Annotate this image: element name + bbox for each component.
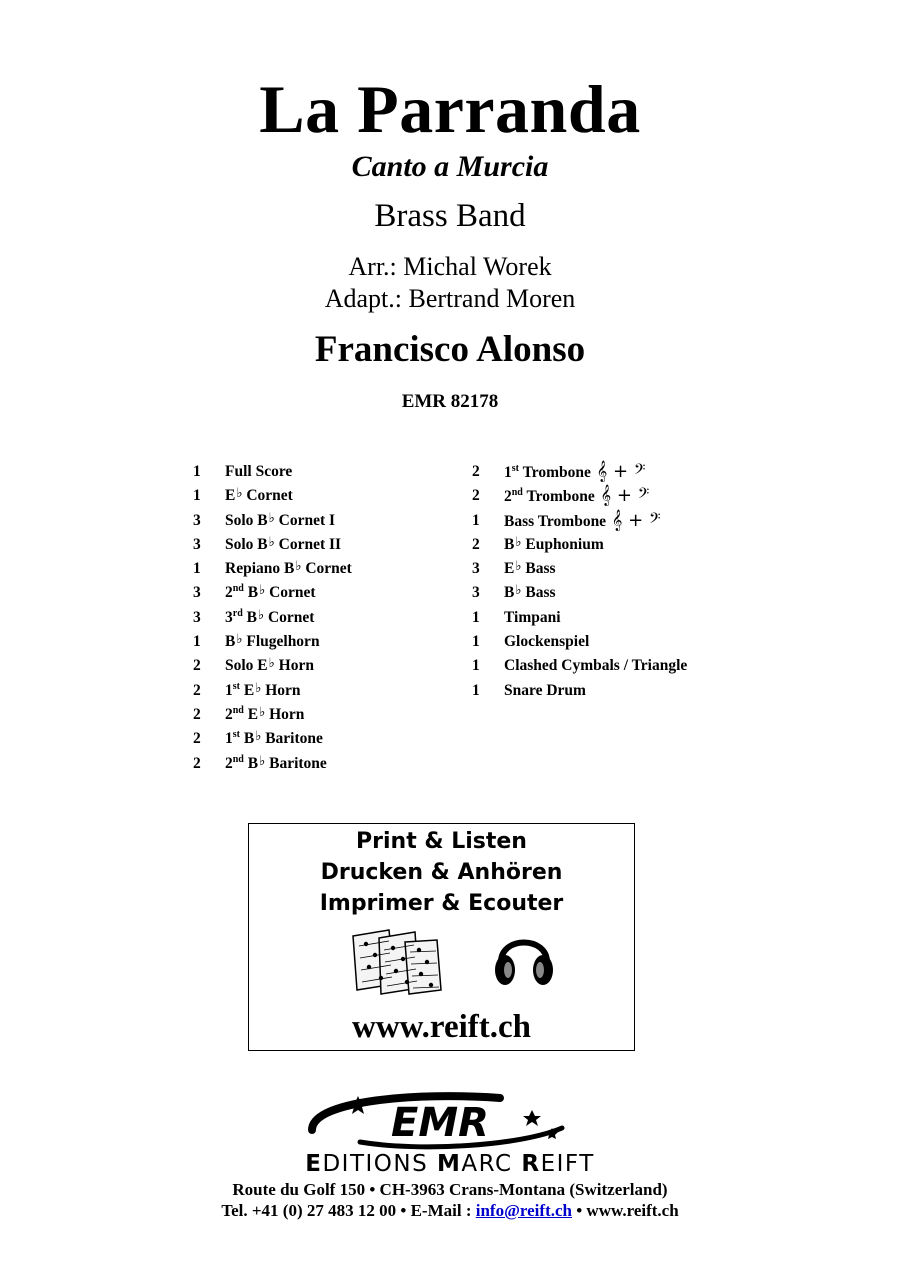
- part-quantity: 3: [472, 560, 480, 578]
- contact-web: • www.reift.ch: [571, 1201, 679, 1220]
- part-quantity: 2: [472, 487, 480, 505]
- part-label: Timpani: [504, 608, 561, 626]
- plus-sign: +: [607, 461, 634, 482]
- part-label: Cornet II: [274, 535, 342, 553]
- part-quantity: 3: [193, 511, 201, 529]
- part-quantity: 2: [193, 754, 201, 772]
- emr-logo: [300, 1090, 600, 1150]
- ensemble-label: Brass Band: [374, 198, 526, 234]
- bass-clef-icon: 𝄢: [637, 485, 650, 507]
- flat-sign: ♭: [259, 703, 266, 719]
- flat-sign: ♭: [268, 533, 275, 549]
- part-name: [225, 533, 341, 557]
- part-name: [504, 630, 589, 654]
- part-prefix: B: [243, 584, 259, 602]
- flat-sign: ♭: [236, 631, 243, 647]
- part-name: [504, 654, 687, 678]
- part-label: Snare Drum: [504, 681, 586, 699]
- part-number: 2: [225, 705, 233, 723]
- promo-line-english: Print & Listen: [356, 829, 527, 854]
- part-quantity: 1: [472, 633, 480, 651]
- part-name: [504, 679, 586, 703]
- treble-clef-icon: 𝄞: [594, 485, 612, 507]
- bass-clef-icon: 𝄢: [633, 461, 646, 482]
- part-name: [225, 581, 316, 605]
- promo-website[interactable]: www.reift.ch: [351, 1009, 532, 1045]
- flat-sign: ♭: [259, 752, 266, 768]
- part-quantity: 1: [193, 487, 201, 505]
- part-prefix: E: [504, 560, 515, 578]
- promo-line-german: Drucken & Anhören: [320, 860, 563, 885]
- ordinal-suffix: nd: [232, 704, 244, 716]
- part-quantity: 1: [472, 511, 480, 529]
- part-name: [225, 654, 314, 678]
- part-name: [225, 630, 320, 654]
- part-label: Cornet: [265, 584, 316, 602]
- flat-sign: ♭: [255, 679, 262, 695]
- part-label: Cornet I: [274, 511, 336, 529]
- composer-name: Francisco Alonso: [314, 329, 586, 370]
- part-name: [225, 679, 301, 703]
- part-label: Glockenspiel: [504, 633, 590, 651]
- part-prefix: Solo B: [225, 511, 268, 529]
- arranger-credit: Arr.: Michal Worek: [348, 252, 552, 281]
- flat-sign: ♭: [515, 582, 522, 598]
- publisher-contact: [0, 1201, 900, 1221]
- publisher-name: EDITIONS MARC REIFT: [305, 1151, 595, 1177]
- flat-sign: ♭: [268, 509, 275, 525]
- part-name: [225, 703, 304, 727]
- plus-sign: +: [611, 485, 638, 507]
- bass-clef-icon: 𝄢: [648, 509, 661, 531]
- part-label: Baritone: [261, 730, 323, 748]
- flat-sign: ♭: [295, 558, 302, 574]
- flat-sign: ♭: [515, 533, 522, 549]
- part-prefix: Solo B: [225, 535, 268, 553]
- part-prefix: B: [239, 730, 255, 748]
- part-prefix: B: [243, 754, 259, 772]
- part-quantity: 1: [193, 560, 201, 578]
- print-listen-box: [248, 823, 635, 1051]
- ordinal-suffix: nd: [232, 753, 244, 765]
- part-name: [225, 509, 335, 533]
- adapter-credit: Adapt.: Bertrand Moren: [324, 284, 576, 313]
- part-label: Cornet: [301, 560, 352, 578]
- part-prefix: B: [225, 633, 236, 651]
- part-number: 1: [504, 464, 512, 481]
- part-prefix: Repiano B: [225, 560, 295, 578]
- part-quantity: 3: [193, 608, 201, 626]
- flat-sign: ♭: [268, 655, 275, 671]
- part-name: [225, 606, 314, 630]
- ordinal-suffix: nd: [511, 487, 523, 499]
- part-label: Baritone: [265, 754, 327, 772]
- part-label: Bass Trombone: [504, 512, 607, 530]
- part-name: [225, 484, 293, 508]
- part-quantity: 1: [193, 633, 201, 651]
- ordinal-suffix: st: [232, 680, 240, 692]
- part-quantity: 2: [193, 730, 201, 748]
- part-label: Euphonium: [521, 535, 604, 553]
- contact-phone: Tel. +41 (0) 27 483 12 00 • E-Mail :: [221, 1201, 476, 1220]
- piece-subtitle: Canto a Murcia: [351, 150, 549, 183]
- treble-clef-icon: 𝄞: [590, 461, 608, 482]
- flat-sign: ♭: [515, 558, 522, 574]
- part-number: 2: [225, 584, 233, 602]
- ordinal-suffix: nd: [232, 583, 244, 595]
- part-quantity: 2: [193, 705, 201, 723]
- part-quantity: 2: [193, 681, 201, 699]
- part-number: 2: [225, 754, 233, 772]
- part-quantity: 3: [193, 535, 201, 553]
- publisher-address: Route du Golf 150 • CH-3963 Crans-Montana (Switzerland): [232, 1180, 668, 1199]
- part-prefix: E: [225, 487, 236, 505]
- email-link[interactable]: info@reift.ch: [475, 1201, 572, 1220]
- sheet-music-icon: [349, 928, 445, 998]
- svg-text:EMR: EMR: [391, 1100, 489, 1146]
- flat-sign: ♭: [259, 582, 266, 598]
- part-label: Horn: [265, 705, 305, 723]
- ordinal-suffix: st: [232, 729, 240, 741]
- plus-sign: +: [622, 509, 649, 531]
- part-label: Full Score: [225, 463, 293, 480]
- flat-sign: ♭: [257, 606, 265, 622]
- part-label: Horn: [261, 681, 301, 699]
- part-name: [225, 727, 323, 751]
- part-name: [504, 533, 604, 557]
- treble-clef-icon: 𝄞: [606, 509, 623, 531]
- part-prefix: B: [504, 584, 515, 602]
- part-label: Flugelhorn: [242, 633, 320, 651]
- headphones-icon: [491, 924, 557, 990]
- ordinal-suffix: st: [511, 462, 519, 474]
- part-quantity: 1: [472, 608, 480, 626]
- catalog-number: EMR 82178: [401, 391, 499, 412]
- part-number: 3: [225, 608, 233, 626]
- part-prefix: B: [504, 535, 515, 553]
- part-name: [225, 460, 292, 484]
- part-label: Cornet: [264, 608, 315, 626]
- part-number: 2: [504, 488, 512, 506]
- promo-line-french: Imprimer & Ecouter: [319, 891, 564, 916]
- part-name: [504, 557, 556, 581]
- part-quantity: 2: [193, 657, 201, 675]
- part-prefix: E: [239, 681, 255, 699]
- part-label: Trombone: [518, 464, 591, 481]
- part-name: [504, 581, 556, 605]
- flat-sign: ♭: [255, 728, 262, 744]
- part-label: Cornet: [242, 487, 293, 505]
- part-quantity: 1: [193, 463, 201, 480]
- part-name: [504, 509, 661, 534]
- part-name: [504, 460, 645, 485]
- part-name: [504, 484, 649, 509]
- part-name: [225, 557, 352, 581]
- part-number: 1: [225, 681, 233, 699]
- part-quantity: 1: [472, 657, 480, 675]
- piece-title: La Parranda: [259, 71, 641, 147]
- part-prefix: Solo E: [225, 657, 268, 675]
- part-quantity: 2: [472, 535, 480, 553]
- flat-sign: ♭: [236, 485, 243, 501]
- part-number: 1: [225, 730, 233, 748]
- part-label: Clashed Cymbals / Triangle: [504, 657, 688, 675]
- part-label: Bass: [521, 584, 556, 602]
- part-quantity: 2: [472, 463, 480, 480]
- part-prefix: E: [243, 705, 259, 723]
- part-name: [504, 606, 561, 630]
- part-label: Horn: [274, 657, 314, 675]
- part-quantity: 3: [193, 584, 201, 602]
- part-name: [225, 752, 327, 776]
- part-quantity: 3: [472, 584, 480, 602]
- part-label: Trombone: [522, 488, 595, 506]
- part-quantity: 1: [472, 681, 480, 699]
- part-label: Bass: [521, 560, 556, 578]
- ordinal-suffix: rd: [232, 607, 243, 619]
- part-prefix: B: [242, 608, 257, 626]
